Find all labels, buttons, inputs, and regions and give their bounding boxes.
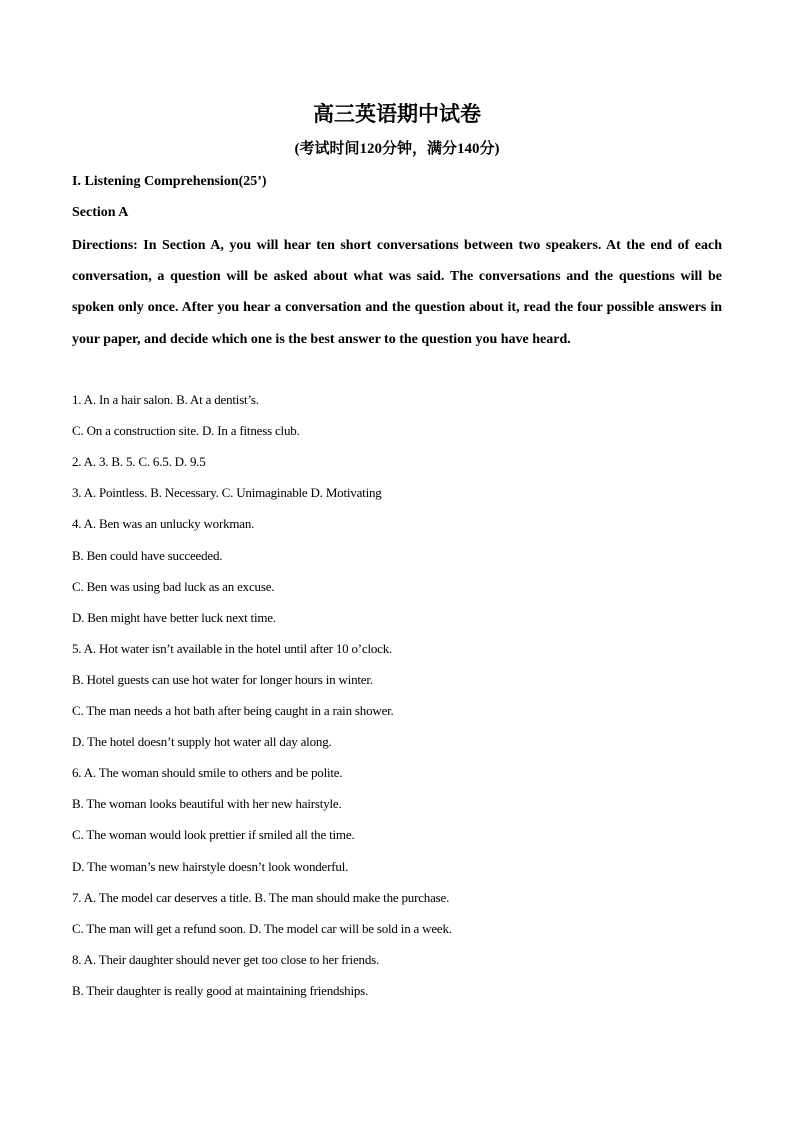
exam-subtitle: (考试时间120分钟，满分140分)	[294, 141, 500, 157]
question-line: 4. A. Ben was an unlucky workman.	[72, 516, 255, 532]
question-line: C. Ben was using bad luck as an excuse.	[72, 578, 275, 594]
question-line: 1. A. In a hair salon. B. At a dentist’s.	[72, 392, 259, 407]
question-line: C. The man needs a hot bath after being caught in a rain shower.	[72, 703, 394, 718]
question-line: 2. A. 3. B. 5. C. 6.5. D. 9.5	[72, 454, 206, 470]
directions-paragraph: Directions: In Section A, you will hear ten short conversations between two speakers. At the end of each conversation, a question will be asked about what was said. The conversations and the questions will be spoken only once. After you hear a conversation and the question about it, read the four possible answers in your paper, and decide which one is the best answer to the question you have heard.	[72, 238, 722, 347]
question-line: D. The woman’s new hairstyle doesn’t look wonderful.	[72, 858, 349, 874]
question-line: C. On a construction site. D. In a fitness club.	[72, 423, 300, 439]
exam-title: 高三英语期中试卷	[313, 102, 481, 126]
section-heading: Section A	[72, 205, 129, 220]
question-line: B. Hotel guests can use hot water for longer hours in winter.	[72, 671, 373, 687]
question-line: D. Ben might have better luck next time.	[72, 609, 276, 625]
question-line: B. Ben could have succeeded.	[72, 547, 223, 563]
question-line: B. Their daughter is really good at maintaining friendships.	[72, 982, 369, 998]
question-line: 6. A. The woman should smile to others and be polite.	[72, 765, 343, 781]
part-heading: I. Listening Comprehension(25’)	[72, 174, 267, 189]
question-line: C. The woman would look prettier if smiled all the time.	[72, 827, 355, 843]
question-line: D. The hotel doesn’t supply hot water all day along.	[72, 734, 332, 750]
question-line: C. The man will get a refund soon. D. The model car will be sold in a week.	[72, 920, 452, 936]
question-line: 7. A. The model car deserves a title. B. The man should make the purchase.	[72, 889, 450, 905]
question-line: B. The woman looks beautiful with her new hairstyle.	[72, 796, 342, 812]
question-line: 8. A. Their daughter should never get too close to her friends.	[72, 951, 380, 967]
question-line: 5. A. Hot water isn’t available in the hotel until after 10 o’clock.	[72, 640, 393, 656]
question-line: 3. A. Pointless. B. Necessary. C. Unimaginable D. Motivating	[72, 485, 382, 501]
